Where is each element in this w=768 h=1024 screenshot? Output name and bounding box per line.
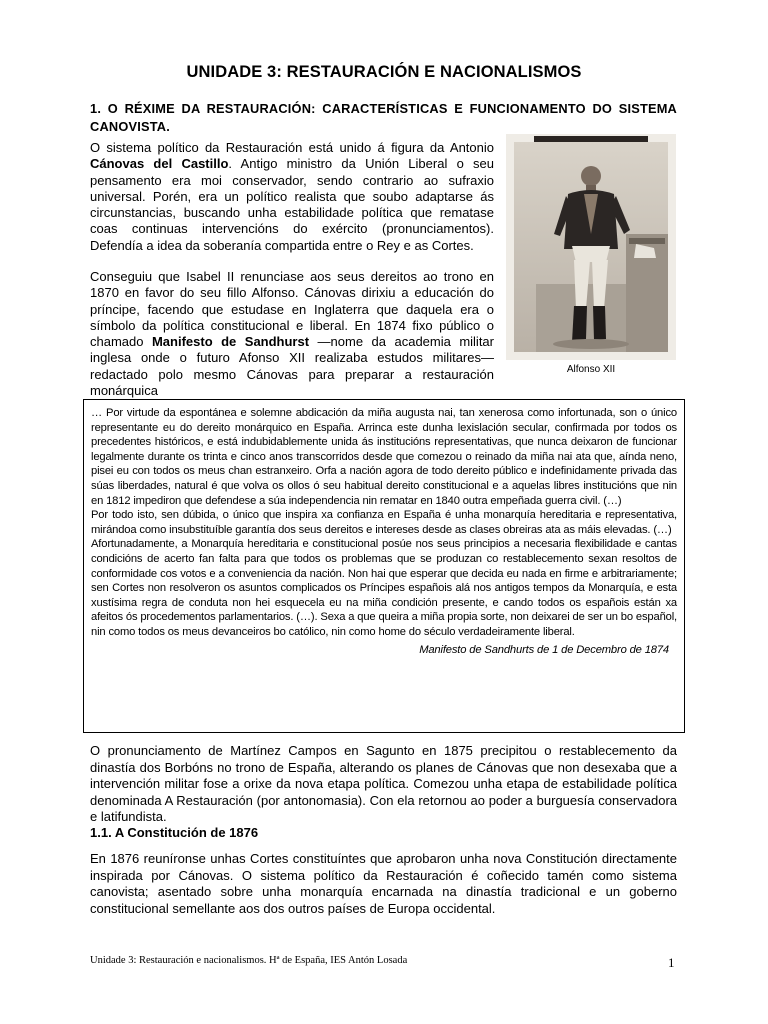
page-number: 1 — [668, 955, 675, 970]
bold-name: Cánovas del Castillo — [90, 156, 229, 172]
text-span: —nome da academia militar inglesa onde o futuro Afonso XII realizaba estudos militares— redactado polo mesmo Cánovas para preparar a restauración monárquica — [90, 334, 494, 399]
portrait-photo — [506, 134, 676, 360]
paragraph-canovas — [90, 140, 494, 254]
page-footer: Unidade 3: Restauración e nacionalismos. Hª de España, IES Antón Losada — [90, 955, 408, 966]
paragraph-pronunciamento: O pronunciamento de Martínez Campos en Sagunto en 1875 precipitou o restablecemento da dinastía dos Borbóns no trono de España, alterando os planes de Cánovas que non desexaba que a intervención militar fose a orixe da nova etapa política. Comezou unha etapa de estabilidade política denominada A Restauración (por antonomasia). Con ela retornou ao poder a burguesía conservadora e latifundista. — [90, 743, 677, 824]
paragraph-constitucion: En 1876 reuníronse unhas Cortes constituíntes que aprobaron unha nova Constitución directamente inspirada por Cánovas. O sistema político da Restauración é coñecido tamén como sistema canovista; asentado sobre unha monarquía encarnada na dinastía tradicional e un goberno constitucional semellante aos dos outros países de Europa occidental. — [90, 851, 677, 916]
document-title: UNIDADE 3: RESTAURACIÓN E NACIONALISMOS — [186, 63, 582, 81]
portrait-image — [506, 134, 676, 360]
manifesto-quote-box — [83, 399, 685, 733]
text-span: . Antigo ministro da Unión Liberal o seu pensamento era moi conservador, sendo contrario ao sufraxio universal. Porén, era un político realista que soubo adaptarse ás circunstancias, buscando unha estabilidade política que rematase coas continuas intervencións do exército (pronunciamentos). Defendía a idea da soberanía compartida entre o Rey e as Cortes. — [90, 156, 495, 253]
bold-title: Manifesto de Sandhurst — [151, 334, 310, 350]
section-heading-1-1: 1.1. A Constitución de 1876 — [90, 825, 259, 840]
quote-paragraph: Por todo isto, sen dúbida, o único que inspira xa confianza en España é unha monarquía hereditaria e representativa, mirándoa como insubstituíble garantía dos seus dereitos e intereses desde as clases obreiras ata as máis elevadas. (…) — [91, 509, 677, 536]
quote-paragraph: Afortunadamente, a Monarquía hereditaria e constitucional posúe nos seus principios a necesaria flexibilidade e cantas condicións de acerto fan falta para que todos os problemas que se produzan co restablecemento sexan resoltos de conformidade cos votos e a conveniencia da nación. Non hai que esperar que decida eu nada en firme e arbitrariamente; sen Cortes non resolveron os asuntos complicados os Príncipes españois alá nos antigos tempos da Monarquía, e esta xustísima regra de conduta non hei esquecela eu na miña condición presente, e cando todos os españois están xa afeitos ós procedementos parlamentarios. (…). Sexa a que queira a miña propia sorte, non deixarei de ser un bo español, nin como todos os meus devanceiros bo católico, nin como home do século verdadeiramente liberal. — [91, 538, 678, 638]
photo-caption: Alfonso XII — [566, 364, 616, 375]
quote-paragraph: … Por virtude da espontánea e solemne abdicación da miña augusta nai, tan xenerosa como infortunada, son o único representante eu do dereito monárquico en España. Arrinca este dunha lexislación secular, confirmada por todos os precedentes históricos, e está indubidablemente unida ás institucións representativas, que nunca deixaron de funcionar legalmente durante os trinta e cinco anos transcorridos desde que comezou o reinado da miña nai ata que, aínda neno, pisei eu con todos os meus chan estranxeiro. Orfa a nación agora de todo dereito público e indefinidamente privada das súas liberdades, natural é que volva os ollos ó seu habitual dereito constitucional e a aquelas libres institucións que nin en 1812 impediron que defendese a súa independencia nin rematar en 1840 outra empeñada guerra civil. (…) — [91, 407, 677, 507]
section-heading-1: 1. O RÉXIME DA RESTAURACIÓN: CARACTERÍSTICAS E FUNCIONAMENTO DO SISTEMA CANOVISTA. — [90, 101, 677, 134]
paragraph-sandhurst — [90, 269, 494, 399]
text-span: O sistema político da Restauración está unido á figura da Antonio — [90, 140, 494, 155]
quote-source: Manifesto de Sandhurts de 1 de Decembro de 1874 — [419, 643, 669, 656]
text-span: Conseguiu que Isabel II renunciase aos seus dereitos ao trono en 1870 en favor do seu fillo Alfonso. Cánovas dirixiu a educación do príncipe, facendo que estudase en Inglaterra que daquela era o símbolo da política constitucional e liberal. En 1874 fixo público o chamado — [90, 269, 494, 350]
